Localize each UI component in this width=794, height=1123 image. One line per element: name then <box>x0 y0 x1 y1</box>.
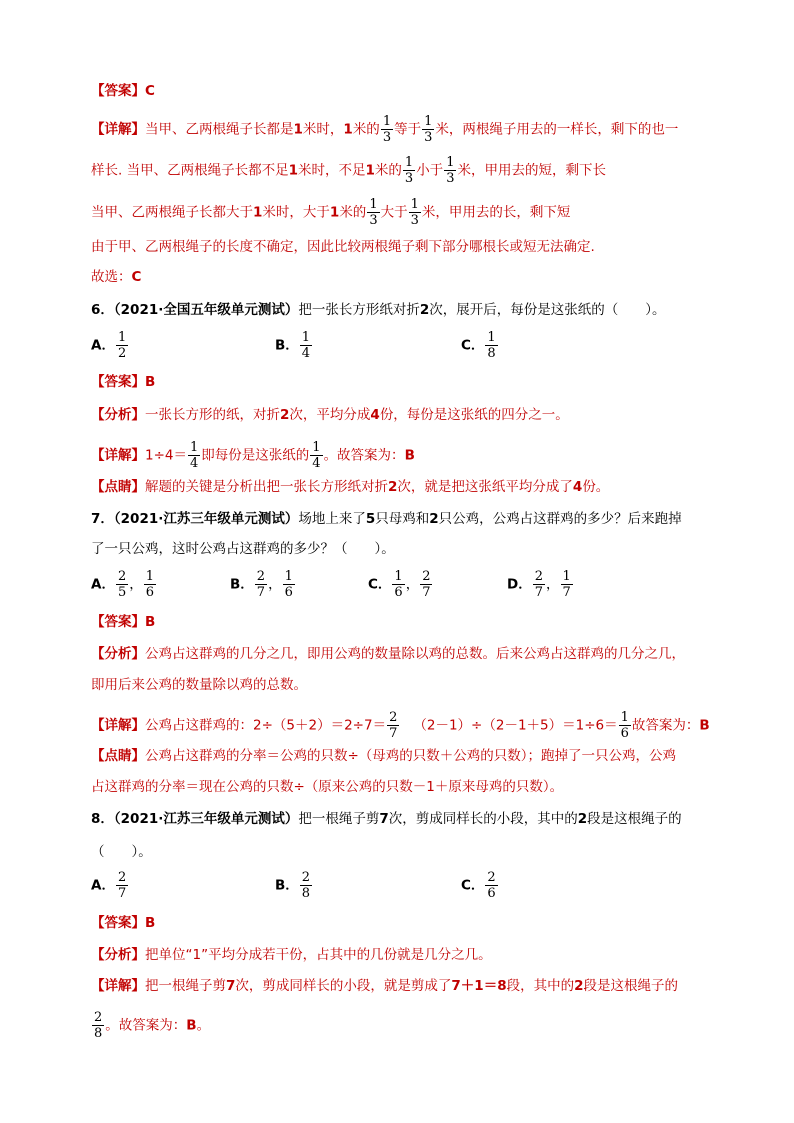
text: 故选： <box>91 269 132 285</box>
separator: ， <box>268 576 282 593</box>
q7-stem-line-2 <box>91 539 395 559</box>
q5-detail-line-3 <box>91 197 570 228</box>
text: 故答案为： <box>631 717 700 734</box>
text: 把单位“1”平均分成若干份，占其中的几份就是几分之几。 <box>145 947 492 963</box>
text: 把一根绳子剪 <box>145 978 226 994</box>
option-label: B． <box>230 576 254 593</box>
text: 即每份是这张纸的 <box>201 447 310 464</box>
text: 米时，大于 <box>262 204 330 221</box>
text: 米的 <box>352 121 380 138</box>
fraction: $\frac{2}{7}$ <box>422 569 431 600</box>
text: 1÷4＝ <box>145 447 187 464</box>
question-source: （2021·江苏三年级单元测试） <box>113 811 299 827</box>
q6-option-a[interactable] <box>91 330 129 361</box>
question-source: （2021·江苏三年级单元测试） <box>113 511 299 527</box>
fraction: $\frac{1}{7}$ <box>562 569 571 600</box>
q6-stem <box>91 300 666 320</box>
text: 2 <box>388 479 398 495</box>
text: 米的 <box>339 204 367 221</box>
q7-point-line-2 <box>91 777 563 797</box>
text: 7＋1＝8 <box>451 978 507 994</box>
text: 场地上来了 <box>298 511 366 527</box>
fraction: $\frac{2}{6}$ <box>487 870 496 901</box>
option-label: B． <box>275 337 299 354</box>
text: 了一只公鸡，这时公鸡占这群鸡的多少？（ ）。 <box>91 541 395 557</box>
option-label: C． <box>461 337 485 354</box>
text: 次，剪成同样长的小段，其中的 <box>388 811 578 827</box>
text: 1 <box>343 121 353 138</box>
separator: ， <box>405 576 420 593</box>
answer-tag: 【答案】 <box>91 915 145 931</box>
q5-detail-line-4 <box>91 237 595 257</box>
text: 4 <box>370 407 380 423</box>
detail-value: B <box>699 717 710 734</box>
fraction: $\frac{1}{4}$ <box>190 440 199 471</box>
q7-analysis-line-1 <box>91 644 685 664</box>
analysis-tag: 【分析】 <box>91 407 145 423</box>
option-label: C． <box>461 877 485 894</box>
fraction: $\frac{2}{7}$ <box>117 870 127 901</box>
answer-value: B <box>145 915 156 931</box>
text: 段是这根绳子的 <box>587 811 682 827</box>
fraction: $\frac{2}{7}$ <box>534 569 543 600</box>
text: 只公鸡，公鸡占这群鸡的多少？后来跑掉 <box>438 511 682 527</box>
text: 把一张长方形纸对折 <box>298 302 420 318</box>
question-number: 7． <box>91 511 114 527</box>
text: 公鸡占这群鸡的几分之几，即用公鸡的数量除以鸡的总数。后来公鸡占这群鸡的几分之几， <box>145 646 685 662</box>
q8-analysis-line <box>91 945 492 965</box>
text: 次，平均分成 <box>289 407 371 423</box>
q8-answer-line <box>91 913 155 933</box>
q6-option-c[interactable] <box>461 330 499 361</box>
text: 5 <box>365 511 376 527</box>
text: 当甲、乙两根绳子长都大于 <box>91 204 253 221</box>
detail-tag: 【详解】 <box>91 121 145 138</box>
text: 份，每份是这张纸的四分之一。 <box>379 407 569 423</box>
q5-choose-line <box>91 267 141 287</box>
text: 1 <box>253 204 263 221</box>
q8-detail-line-1 <box>91 976 678 996</box>
answer-tag: 【答案】 <box>91 614 145 630</box>
q7-point-line-1 <box>91 746 676 766</box>
text: 米时， <box>302 121 344 138</box>
question-number: 6． <box>91 302 114 318</box>
text: 2 <box>577 811 588 827</box>
q6-answer-line <box>91 372 155 392</box>
text: 一张长方形的纸，对折 <box>145 407 280 423</box>
q8-stem-line-1 <box>91 809 682 829</box>
text: 次，剪成同样长的小段，就是剪成了 <box>235 978 452 994</box>
text: 米的 <box>374 162 402 179</box>
text: 占这群鸡的分率＝现在公鸡的只数÷（原来公鸡的只数－1＋原来母鸡的只数）。 <box>91 779 564 795</box>
q8-option-c[interactable] <box>461 870 499 901</box>
text: 。 <box>196 1017 211 1034</box>
q7-option-b[interactable] <box>230 569 296 600</box>
separator: ， <box>546 576 560 593</box>
text: 公鸡占这群鸡的： <box>145 717 253 734</box>
text: 小于 <box>416 162 444 179</box>
text: 份。 <box>582 479 610 495</box>
question-number: 8． <box>91 811 114 827</box>
text: 7 <box>226 978 236 994</box>
answer-value: B <box>145 614 156 630</box>
fraction: $\frac{1}{3}$ <box>410 197 419 228</box>
q6-option-b[interactable] <box>275 330 313 361</box>
detail-tag: 【详解】 <box>91 447 145 464</box>
text: 。故答案为： <box>105 1017 187 1034</box>
answer-value: C <box>145 83 155 99</box>
text: 1 <box>365 162 375 179</box>
text: 次，就是把这张纸平均分成了 <box>397 479 573 495</box>
q8-stem-line-2 <box>91 842 152 862</box>
q7-detail-line <box>91 710 710 741</box>
fraction: $\frac{1}{6}$ <box>145 569 155 600</box>
fraction: $\frac{1}{3}$ <box>369 197 378 228</box>
q6-detail-line <box>91 440 415 471</box>
text: 解题的关键是分析出把一张长方形纸对折 <box>145 479 388 495</box>
analysis-tag: 【分析】 <box>91 646 145 662</box>
text: 1 <box>288 162 298 179</box>
text: （ ）。 <box>91 844 152 860</box>
analysis-tag: 【分析】 <box>91 947 145 963</box>
q8-detail-line-2 <box>91 1010 210 1041</box>
fraction: $\frac{1}{8}$ <box>487 330 496 361</box>
text: 样长. 当甲、乙两根绳子长都不足 <box>91 162 289 179</box>
option-label: A． <box>91 877 115 894</box>
point-tag: 【点睛】 <box>91 748 145 764</box>
q7-answer-line <box>91 612 155 632</box>
text: 米时，不足 <box>298 162 366 179</box>
q6-point-line <box>91 477 609 497</box>
q8-option-a[interactable] <box>91 870 129 901</box>
q7-analysis-line-2 <box>91 675 307 695</box>
fraction: $\frac{2}{7}$ <box>256 569 266 600</box>
detail-tag: 【详解】 <box>91 717 145 734</box>
q7-option-d[interactable] <box>507 569 574 600</box>
detail-value: B <box>404 447 415 464</box>
answer-tag: 【答案】 <box>91 83 145 99</box>
detail-tag: 【详解】 <box>91 978 145 994</box>
q6-analysis-line <box>91 405 569 425</box>
q5-detail-line-1 <box>91 114 678 145</box>
text: 2 <box>429 511 439 527</box>
text: 米，甲用去的短，剩下长 <box>457 162 606 179</box>
text: 当甲、乙两根绳子长都是 <box>145 121 294 138</box>
q8-option-b[interactable] <box>275 870 313 901</box>
q7-stem-line-1 <box>91 509 682 529</box>
fraction: $\frac{2}{8}$ <box>301 870 311 901</box>
option-label: D． <box>507 576 532 593</box>
fraction: $\frac{2}{8}$ <box>94 1010 103 1041</box>
option-label: A． <box>91 337 115 354</box>
text: 大于 <box>380 204 408 221</box>
text: 即用后来公鸡的数量除以鸡的总数。 <box>91 677 307 693</box>
fraction: $\frac{1}{4}$ <box>301 330 311 361</box>
q7-option-a[interactable] <box>91 569 157 600</box>
text: 2÷（5＋2）＝2÷7＝ <box>253 717 387 734</box>
text: 2 <box>419 302 430 318</box>
fraction: $\frac{1}{3}$ <box>446 155 455 186</box>
q5-detail-line-2 <box>91 155 606 186</box>
text: 米，两根绳子用去的一样长，剩下的也一 <box>435 121 679 138</box>
fraction: $\frac{1}{3}$ <box>404 155 414 186</box>
text: 只母鸡和 <box>375 511 430 527</box>
text: 公鸡占这群鸡的分率＝公鸡的只数÷（母鸡的只数＋公鸡的只数）；跑掉了一只公鸡，公鸡 <box>145 748 677 764</box>
detail-value: B <box>186 1017 197 1034</box>
fraction: $\frac{1}{6}$ <box>394 569 403 600</box>
text: 次，展开后，每份是这张纸的（ ）。 <box>429 302 666 318</box>
q7-option-c[interactable] <box>368 569 433 600</box>
answer-value: B <box>145 374 156 390</box>
q5-answer-line <box>91 81 155 101</box>
text: 1 <box>329 204 340 221</box>
text: 等于 <box>394 121 422 138</box>
fraction: $\frac{2}{7}$ <box>389 710 398 741</box>
fraction: $\frac{2}{5}$ <box>117 569 127 600</box>
text: 2 <box>280 407 290 423</box>
question-source: （2021·全国五年级单元测试） <box>113 302 299 318</box>
text: 由于甲、乙两根绳子的长度不确定，因此比较两根绳子剩下部分哪根长或短无法确定. <box>91 239 595 255</box>
answer-tag: 【答案】 <box>91 374 145 390</box>
fraction: $\frac{1}{6}$ <box>620 710 629 741</box>
text: 段，其中的 <box>506 978 575 994</box>
text: 。故答案为： <box>323 447 405 464</box>
choose-value: C <box>131 269 142 285</box>
text: 1 <box>293 121 303 138</box>
point-tag: 【点睛】 <box>91 479 145 495</box>
fraction: $\frac{1}{4}$ <box>312 440 321 471</box>
text: 4 <box>572 479 583 495</box>
option-label: A． <box>91 576 115 593</box>
text: 米，甲用去的长，剩下短 <box>421 204 571 221</box>
option-label: C． <box>368 576 392 593</box>
text: （2－1）÷（2－1＋5）＝1÷6＝ <box>413 717 618 734</box>
text: 段是这根绳子的 <box>583 978 678 994</box>
fraction: $\frac{1}{3}$ <box>382 114 392 145</box>
text: 把一根绳子剪 <box>298 811 380 827</box>
fraction: $\frac{1}{3}$ <box>424 114 433 145</box>
text: 7 <box>379 811 389 827</box>
separator: ， <box>129 576 143 593</box>
text: 2 <box>574 978 584 994</box>
fraction: $\frac{1}{2}$ <box>117 330 127 361</box>
fraction: $\frac{1}{6}$ <box>284 569 293 600</box>
option-label: B． <box>275 877 299 894</box>
